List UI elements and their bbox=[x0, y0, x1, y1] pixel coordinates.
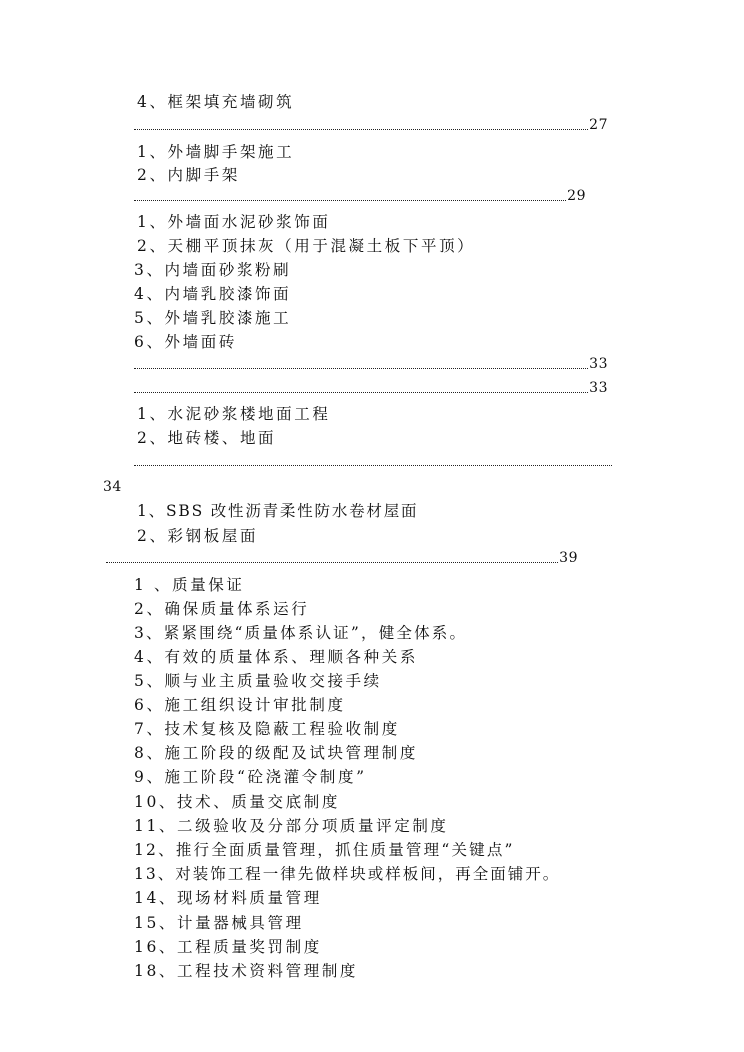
toc-entry: 8、施工阶段的级配及试块管理制度 bbox=[134, 744, 418, 762]
toc-entry: 2、彩钢板屋面 bbox=[137, 527, 259, 545]
toc-entry: 1、外墙面水泥砂浆饰面 bbox=[137, 213, 331, 231]
toc-leader-33 bbox=[134, 378, 608, 398]
page-number: 27 bbox=[589, 117, 608, 133]
toc-entry: 3、内墙面砂浆粉刷 bbox=[134, 261, 292, 279]
toc-leader-29 bbox=[134, 186, 586, 206]
dotted-leader bbox=[134, 200, 566, 201]
toc-entry: 6、外墙面砖 bbox=[134, 333, 237, 351]
toc-entry: 7、技术复核及隐蔽工程验收制度 bbox=[134, 720, 400, 738]
page-number-34: 34 bbox=[103, 479, 122, 495]
toc-entry: 16、工程质量奖罚制度 bbox=[134, 938, 322, 956]
dotted-leader bbox=[134, 368, 588, 369]
toc-entry: 9、施工阶段“砼浇灌令制度” bbox=[134, 768, 367, 786]
dotted-leader bbox=[134, 392, 588, 393]
page-number: 33 bbox=[589, 356, 608, 372]
toc-entry: 5、外墙乳胶漆施工 bbox=[134, 309, 292, 327]
toc-entry: 10、技术、质量交底制度 bbox=[134, 793, 340, 811]
dotted-leader bbox=[106, 562, 558, 563]
toc-entry: 6、施工组织设计审批制度 bbox=[134, 696, 346, 714]
toc-entry: 1 、质量保证 bbox=[134, 576, 245, 594]
toc-entry-framework-infill-wall: 4、框架填充墙砌筑 bbox=[137, 93, 295, 111]
toc-leader-39 bbox=[106, 548, 578, 568]
toc-entry: 14、现场材料质量管理 bbox=[134, 889, 322, 907]
toc-entry: 13、对装饰工程一律先做样块或样板间，再全面铺开。 bbox=[134, 865, 561, 883]
toc-leader bbox=[134, 451, 612, 471]
toc-leader-27 bbox=[134, 115, 608, 135]
page-number: 29 bbox=[567, 188, 586, 204]
toc-entry: 2、地砖楼、地面 bbox=[137, 429, 277, 447]
toc-entry: 2、确保质量体系运行 bbox=[134, 600, 310, 618]
page-number: 39 bbox=[559, 550, 578, 566]
toc-entry: 2、内脚手架 bbox=[137, 166, 240, 184]
toc-entry: 1、SBS 改性沥青柔性防水卷材屋面 bbox=[137, 502, 419, 520]
dotted-leader bbox=[134, 465, 612, 466]
toc-entry: 1、外墙脚手架施工 bbox=[137, 143, 295, 161]
toc-leader-33 bbox=[134, 354, 608, 374]
page-number: 33 bbox=[589, 380, 608, 396]
toc-entry: 15、计量器械具管理 bbox=[134, 914, 304, 932]
toc-entry: 12、推行全面质量管理，抓住质量管理“关键点” bbox=[134, 841, 515, 859]
toc-entry: 5、顺与业主质量验收交接手续 bbox=[134, 672, 382, 690]
toc-entry: 1、水泥砂浆楼地面工程 bbox=[137, 405, 331, 423]
toc-entry: 4、内墙乳胶漆饰面 bbox=[134, 285, 292, 303]
toc-entry: 11、二级验收及分部分项质量评定制度 bbox=[134, 817, 449, 835]
dotted-leader bbox=[134, 129, 588, 130]
toc-entry: 3、紧紧围绕“质量体系认证”，健全体系。 bbox=[134, 624, 468, 642]
toc-entry: 2、天棚平顶抹灰（用于混凝土板下平顶） bbox=[137, 237, 476, 255]
toc-entry: 18、工程技术资料管理制度 bbox=[134, 962, 359, 980]
toc-entry: 4、有效的质量体系、理顺各种关系 bbox=[134, 648, 418, 666]
